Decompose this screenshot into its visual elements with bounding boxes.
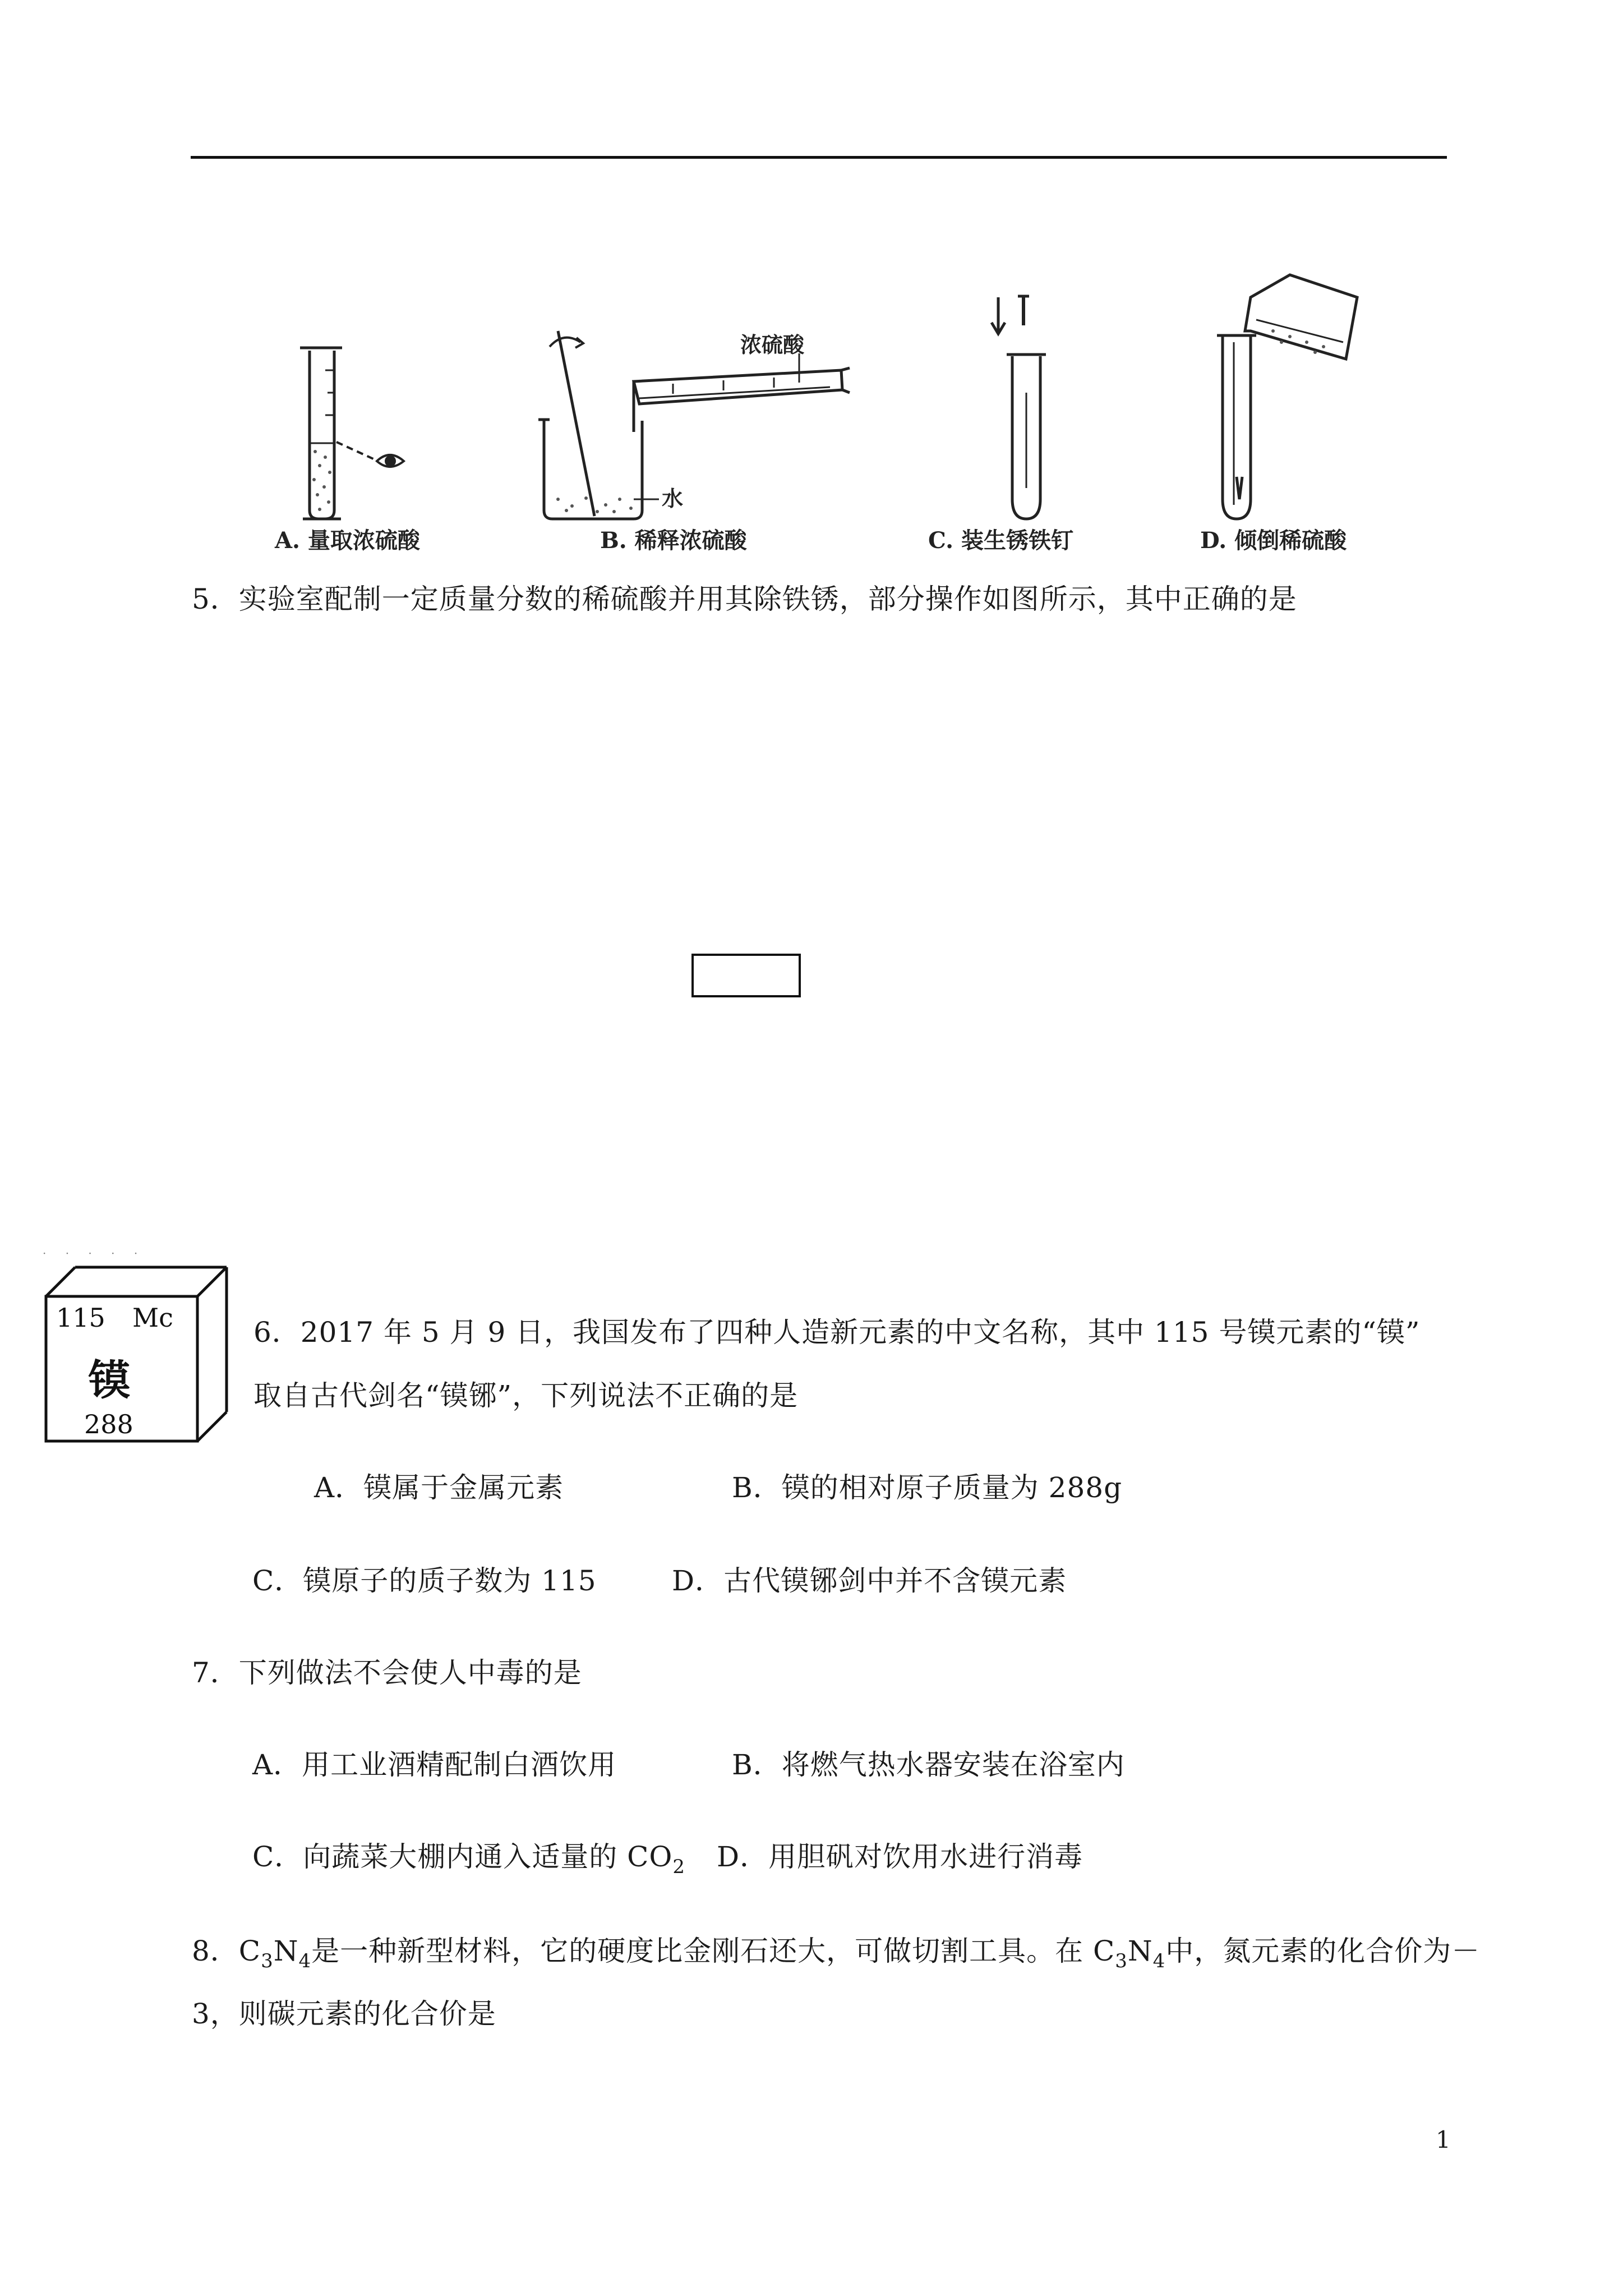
q8-part-4: N bbox=[1127, 1935, 1153, 1967]
label-water: 水 bbox=[662, 486, 684, 511]
lab-operations-figure bbox=[247, 264, 1424, 555]
question-8-line-2: 3，则碳元素的化合价是 bbox=[192, 1998, 496, 2030]
element-symbol: Mc bbox=[132, 1303, 173, 1333]
label-conc-acid: 浓硫酸 bbox=[740, 332, 805, 357]
question-7-text: 7．下列做法不会使人中毒的是 bbox=[192, 1657, 582, 1689]
question-6-option-b: B．镆的相对原子质量为 288g bbox=[732, 1471, 1123, 1504]
element-card-mc bbox=[44, 1265, 229, 1444]
q8-part-2: N bbox=[273, 1935, 299, 1967]
caption-a: A. 量取浓硫酸 bbox=[275, 527, 420, 554]
question-5-text: 5．实验室配制一定质量分数的稀硫酸并用其除铁锈，部分操作如图所示，其中正确的是 bbox=[192, 583, 1297, 615]
figure-a-liquid-dots bbox=[312, 450, 331, 511]
q8-part-3: 是一种新型材料，它的硬度比金刚石还大，可做切割工具。在 C bbox=[311, 1935, 1115, 1967]
eye-icon bbox=[336, 442, 404, 467]
q8-part-1: 8．C bbox=[192, 1935, 261, 1967]
q8-sub-1: 3 bbox=[261, 1950, 274, 1972]
figure-d-pouring bbox=[1217, 275, 1357, 519]
caption-c: C. 装生锈铁钉 bbox=[928, 527, 1073, 554]
page-number: 1 bbox=[1436, 2126, 1451, 2154]
figure-c-test-tube bbox=[992, 296, 1046, 519]
element-mass: 288 bbox=[84, 1409, 133, 1439]
co2-subscript: 2 bbox=[672, 1856, 686, 1878]
question-7-option-c-text: C．向蔬菜大棚内通入适量的 CO bbox=[252, 1841, 673, 1873]
figure-a-graduated-cylinder bbox=[300, 348, 342, 519]
q8-sub-2: 4 bbox=[298, 1950, 312, 1972]
answer-blank-box bbox=[691, 954, 801, 997]
header-rule bbox=[191, 156, 1447, 159]
q8-part-5: 中，氮元素的化合价为－ bbox=[1165, 1935, 1481, 1967]
caption-d: D. 倾倒稀硫酸 bbox=[1200, 527, 1347, 554]
question-6-line-1: 6．2017 年 5 月 9 日，我国发布了四种人造新元素的中文名称，其中 115 号镆元素的“镆” bbox=[253, 1316, 1421, 1349]
question-7-option-a: A．用工业酒精配制白酒饮用 bbox=[252, 1749, 617, 1781]
element-atomic-number: 115 bbox=[56, 1303, 105, 1333]
question-7-option-c bbox=[252, 1840, 685, 1884]
decorative-dots: · · · · · bbox=[43, 1246, 146, 1260]
question-6-line-2: 取自古代剑名“镆铘”，下列说法不正确的是 bbox=[253, 1379, 799, 1412]
question-6-option-a: A．镆属于金属元素 bbox=[314, 1471, 564, 1504]
element-name: 镆 bbox=[89, 1356, 130, 1405]
question-6-option-d: D．古代镆铘剑中并不含镆元素 bbox=[672, 1565, 1067, 1597]
question-7-option-d: D．用胆矾对饮用水进行消毒 bbox=[717, 1841, 1083, 1873]
question-8-line-1 bbox=[192, 1934, 1480, 1978]
caption-b: B. 稀释浓硫酸 bbox=[600, 527, 747, 554]
question-7-option-b: B．将燃气热水器安装在浴室内 bbox=[732, 1749, 1125, 1781]
figure-b-dilution bbox=[538, 331, 850, 519]
question-6-option-c: C．镆原子的质子数为 115 bbox=[252, 1565, 597, 1597]
q8-sub-3: 3 bbox=[1115, 1950, 1128, 1972]
q8-sub-4: 4 bbox=[1152, 1950, 1166, 1972]
